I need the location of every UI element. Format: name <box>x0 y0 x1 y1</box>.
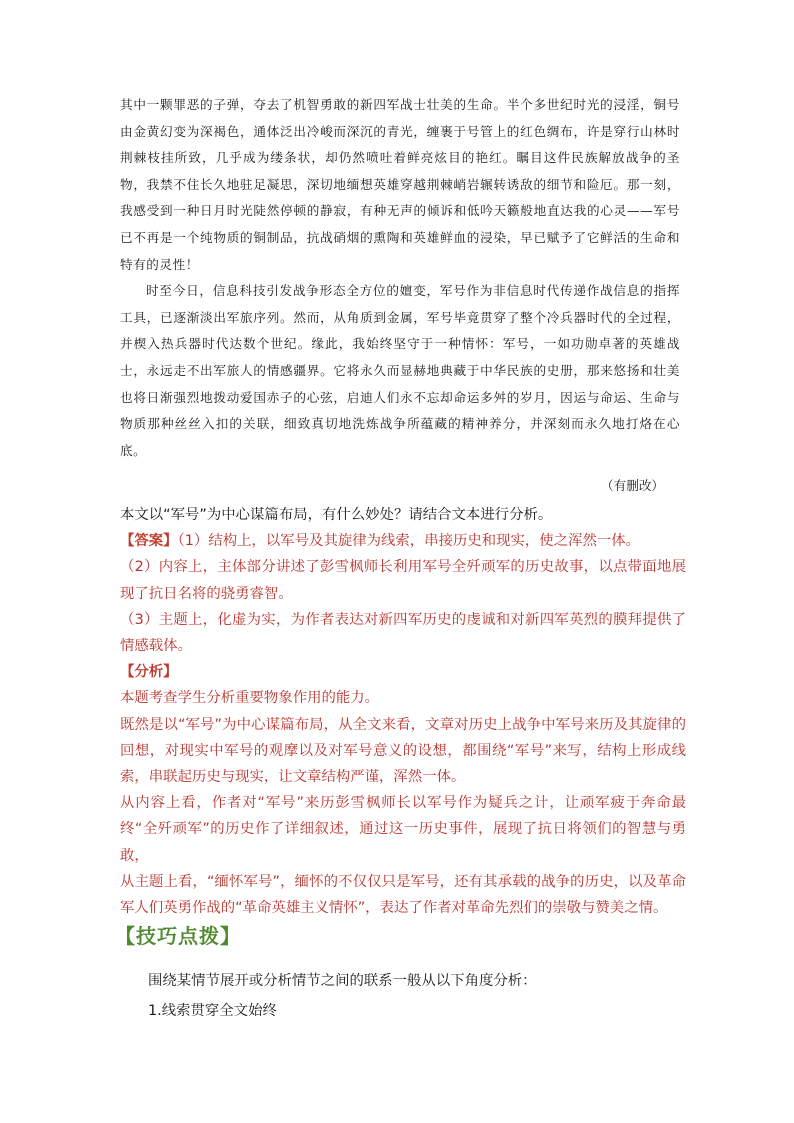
analysis-1-text: 本题考查学生分析重要物象作用的能力。 <box>120 690 380 707</box>
analysis-2-text: 既然是以“军号”为中心谋篇布局，从全文来看，文章对历史上战争中军号来历及其旋律的回想，对现实中军号的观摩以及对军号意义的设想，都围绕“军号”来写，结构上形成线索，串联起历史与现实，让文章结构严谨，浑然一体。 <box>120 716 686 786</box>
passage-paragraph-1: 其中一颗罪恶的子弹，夺去了机智勇敢的新四军战士壮美的生命。半个多世纪时光的浸淫，铜号由金黄幻变为深褐色，通体泛出冷峻而深沉的青光，缠裹于号管上的红色绸布，许是穿行山林时荆棘枝挂所致，几乎成为缕条状，却仍然喷吐着鲜亮炫目的艳红。瞩目这件民族解放战争的圣物，我禁不住长久地驻足凝思，深切地缅想英雄穿越荆棘峭岩辗转诱敌的细节和险厄。那一刻，我感受到一种日月时光陡然停顿的静寂，有种无声的倾诉和低吟天籁般地直达我的心灵——军号已不再是一个纯物质的铜制品，抗战硝烟的熏陶和英雄鲜血的浸染，早已赋予了它鲜活的生命和特有的灵性！ <box>120 97 680 272</box>
answer-tag: 【答案】 <box>120 533 178 550</box>
source-note: （有删改） <box>601 478 664 493</box>
answer-3-text: （3）主题上，化虚为实，为作者表达对新四军历史的虔诚和对新四军英烈的膜拜提供了情感载体。 <box>120 611 686 655</box>
answer-line-1 <box>120 528 686 554</box>
tips-heading: 【技巧点拨】 <box>115 924 241 948</box>
analysis-4-text: 从主题上看，“缅怀军号”，缅怀的不仅仅只是军号，还有其承载的战争的历史，以及革命军人们英勇作战的“革命英雄主义情怀”，表达了作者对革命先烈们的崇敬与赞美之情。 <box>120 873 686 917</box>
tips-intro: 围绕某情节展开或分析情节之间的联系一般从以下角度分析： <box>148 973 537 989</box>
passage <box>120 92 680 464</box>
analysis-tag-line <box>120 659 686 685</box>
analysis-tag: 【分析】 <box>120 664 178 681</box>
tips-item-1: 1.线索贯穿全文始终 <box>148 1003 277 1019</box>
answer-1-text: （1）结构上，以军号及其旋律为线索，串接历史和现实，使之浑然一体。 <box>177 533 641 550</box>
answer-2-text: （2）内容上，主体部分讲述了彭雪枫师长利用军号全歼顽军的历史故事，以点带面地展现了抗日名将的骁勇睿智。 <box>120 559 686 602</box>
question-answer-section <box>120 502 686 921</box>
question-text: 本文以“军号”为中心谋篇布局，有什么妙处？请结合文本进行分析。 <box>120 507 553 523</box>
tips-section <box>148 966 688 1026</box>
analysis-3-text: 从内容上看，作者对“军号”来历彭雪枫师长以军号作为疑兵之计，让顽军疲于奔命最终“全歼顽军”的历史作了详细叙述，通过这一历史事件，展现了抗日将领们的智慧与勇敢， <box>120 795 686 864</box>
passage-paragraph-2: 时至今日，信息科技引发战争形态全方位的嬗变，军号作为非信息时代传递作战信息的指挥工具，已逐渐淡出军旅序列。然而，从角质到金属，军号毕竟贯穿了整个冷兵器时代的全过程，并楔入热兵器时代达数个世纪。缘此，我始终坚守于一种情怀：军号，一如功勋卓著的英雄战士，永远走不出军旅人的情感疆界。它将永久而显赫地典藏于中华民族的史册，那来悠扬和壮美也将日渐强烈地拨动爱国赤子的心弦，启迪人们永不忘却命运多舛的岁月，因运与命运、生命与物质那种丝丝入扣的关联，细致真切地洗炼战争所蕴藏的精神养分，并深刻而永久地打烙在心底。 <box>120 283 680 458</box>
